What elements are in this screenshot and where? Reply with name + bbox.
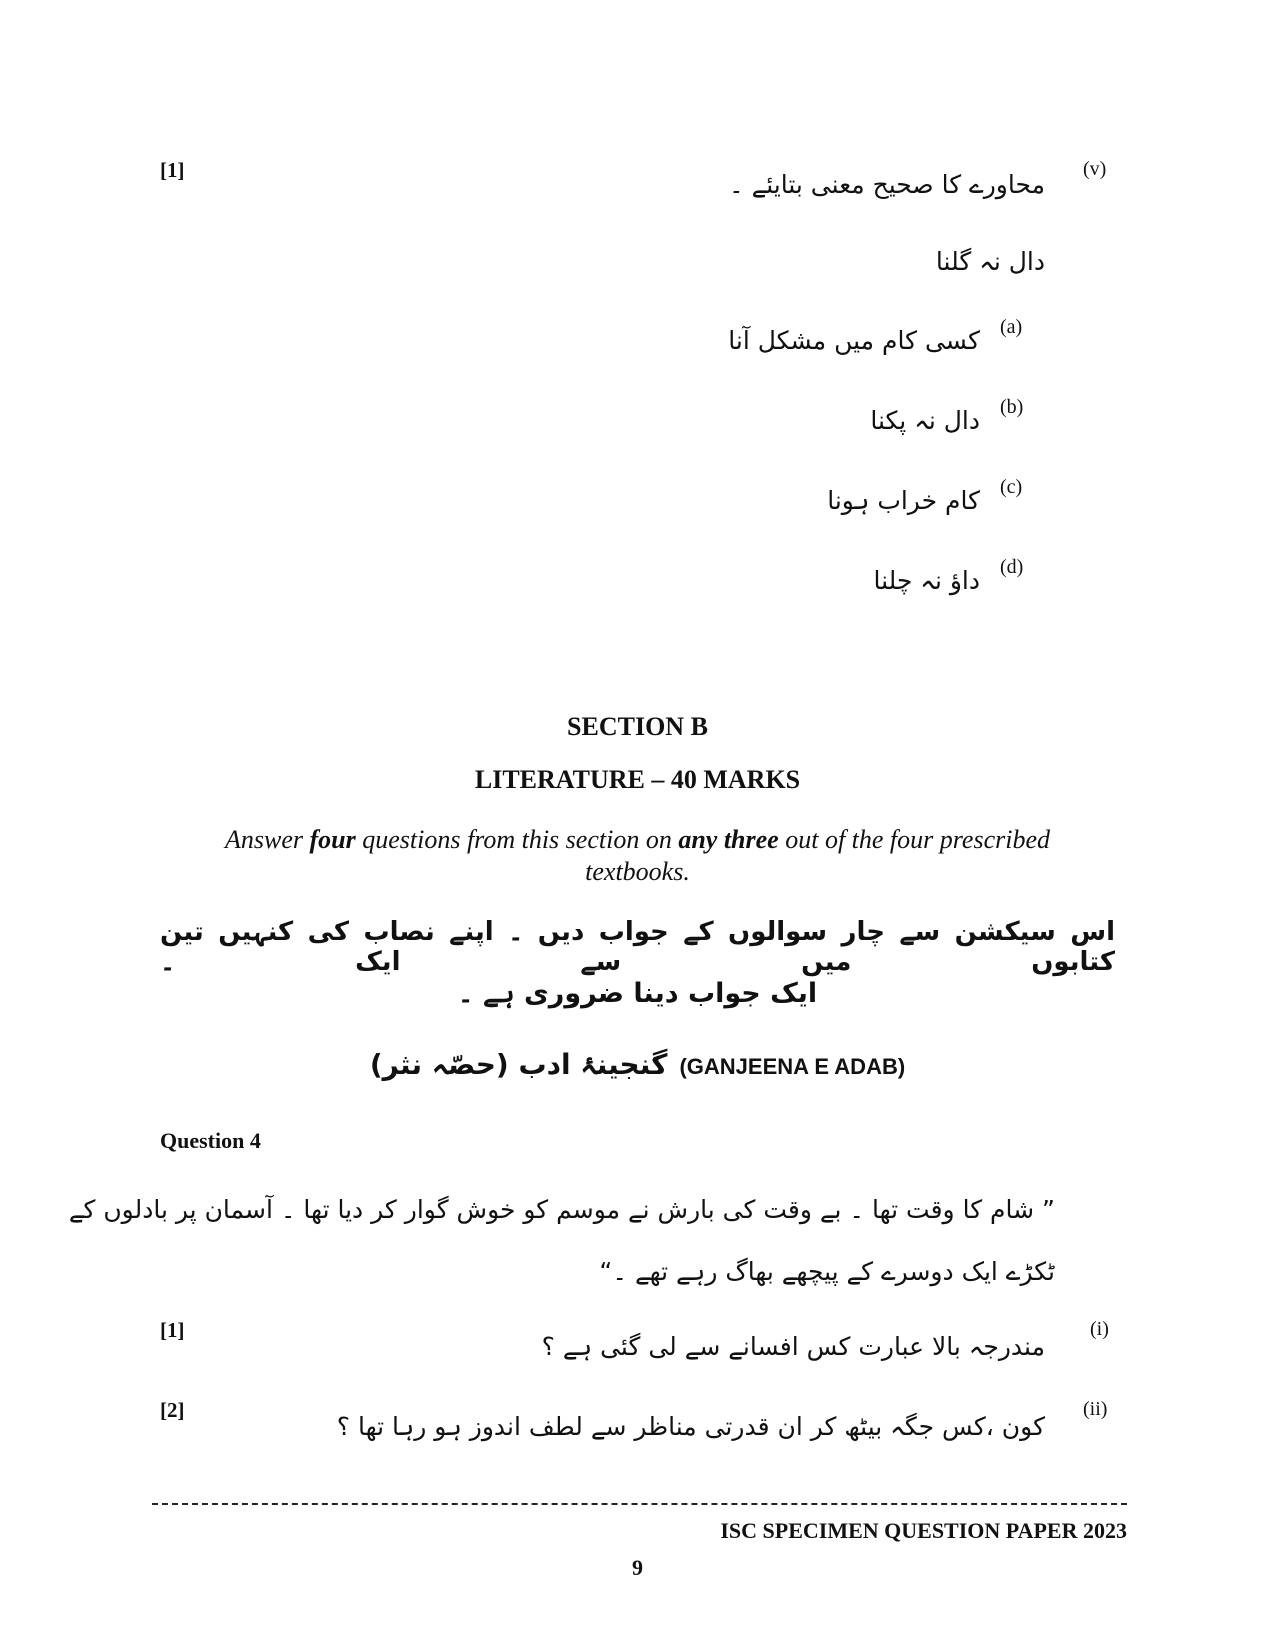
instruction-pre: Answer bbox=[224, 825, 310, 854]
q3v-idiom: دال نہ گلنا bbox=[935, 247, 1045, 276]
option-c-label: (c) bbox=[1000, 476, 1023, 498]
marks-q3v: [1] bbox=[160, 158, 185, 182]
instruction-post: out of the four prescribed bbox=[778, 825, 1051, 854]
option-a-text: کسی کام میں مشکل آنا bbox=[728, 326, 980, 355]
question-number-v: (v) bbox=[1083, 158, 1107, 180]
section-instruction bbox=[0, 824, 1275, 888]
footer-title: ISC SPECIMEN QUESTION PAPER 2023 bbox=[720, 1518, 1127, 1543]
option-b-text: دال نہ پکنا bbox=[870, 406, 980, 435]
instruction-mid: questions from this section on bbox=[355, 825, 679, 854]
question-number-ii: (ii) bbox=[1083, 1398, 1108, 1420]
option-b-label: (b) bbox=[1000, 396, 1024, 418]
option-d-label: (d) bbox=[1000, 556, 1024, 578]
question-4-title: Question 4 bbox=[160, 1128, 261, 1153]
section-title: SECTION B bbox=[567, 712, 708, 741]
instruction-bold-any-three: any three bbox=[678, 825, 779, 854]
question-number-i: (i) bbox=[1090, 1318, 1109, 1340]
book-title-english: (GANJEENA E ADAB) bbox=[679, 1054, 906, 1079]
instruction-line2: textbooks. bbox=[585, 857, 690, 886]
passage-line2: ٹکڑے ایک دوسرے کے پیچھے بھاگ رہے تھے ۔“ bbox=[599, 1257, 1055, 1286]
q3v-question-text: محاورے کا صحیح معنی بتایئے ۔ bbox=[729, 170, 1045, 199]
q4ii-text: کون ،کس جگہ بیٹھ کر ان قدرتی مناظر سے لطف اندوز ہو رہا تھا ؟ bbox=[336, 1412, 1045, 1441]
book-title-urdu: گنجینۂ ادب (حصّہ نثر) bbox=[369, 1048, 668, 1081]
footer-divider bbox=[152, 1503, 1127, 1505]
instruction-bold-four: four bbox=[309, 825, 356, 854]
option-a-label: (a) bbox=[1000, 316, 1023, 338]
marks-q4i: [1] bbox=[160, 1318, 185, 1342]
passage-line1: ” شام کا وقت تھا ۔ بے وقت کی بارش نے موسم کو خوش گوار کر دیا تھا ۔ آسمان پر بادلوں کے bbox=[68, 1195, 1055, 1224]
marks-q4ii: [2] bbox=[160, 1398, 185, 1422]
urdu-instruction-line2: ایک جواب دینا ضروری ہے ۔ bbox=[457, 978, 818, 1009]
option-d-text: داؤ نہ چلنا bbox=[873, 566, 980, 595]
q4i-text: مندرجہ بالا عبارت کس افسانے سے لی گئی ہے ؟ bbox=[541, 1332, 1045, 1361]
urdu-instruction-line1: اس سیکشن سے چار سوالوں کے جواب دیں ۔ اپنے نصاب کی کنہیں تین کتابوں میں سے ایک ۔ bbox=[160, 917, 1115, 977]
section-subtitle: LITERATURE – 40 MARKS bbox=[474, 765, 801, 794]
book-heading bbox=[0, 1048, 1275, 1081]
page-number: 9 bbox=[632, 1555, 643, 1580]
option-c-text: کام خراب ہونا bbox=[827, 486, 980, 515]
